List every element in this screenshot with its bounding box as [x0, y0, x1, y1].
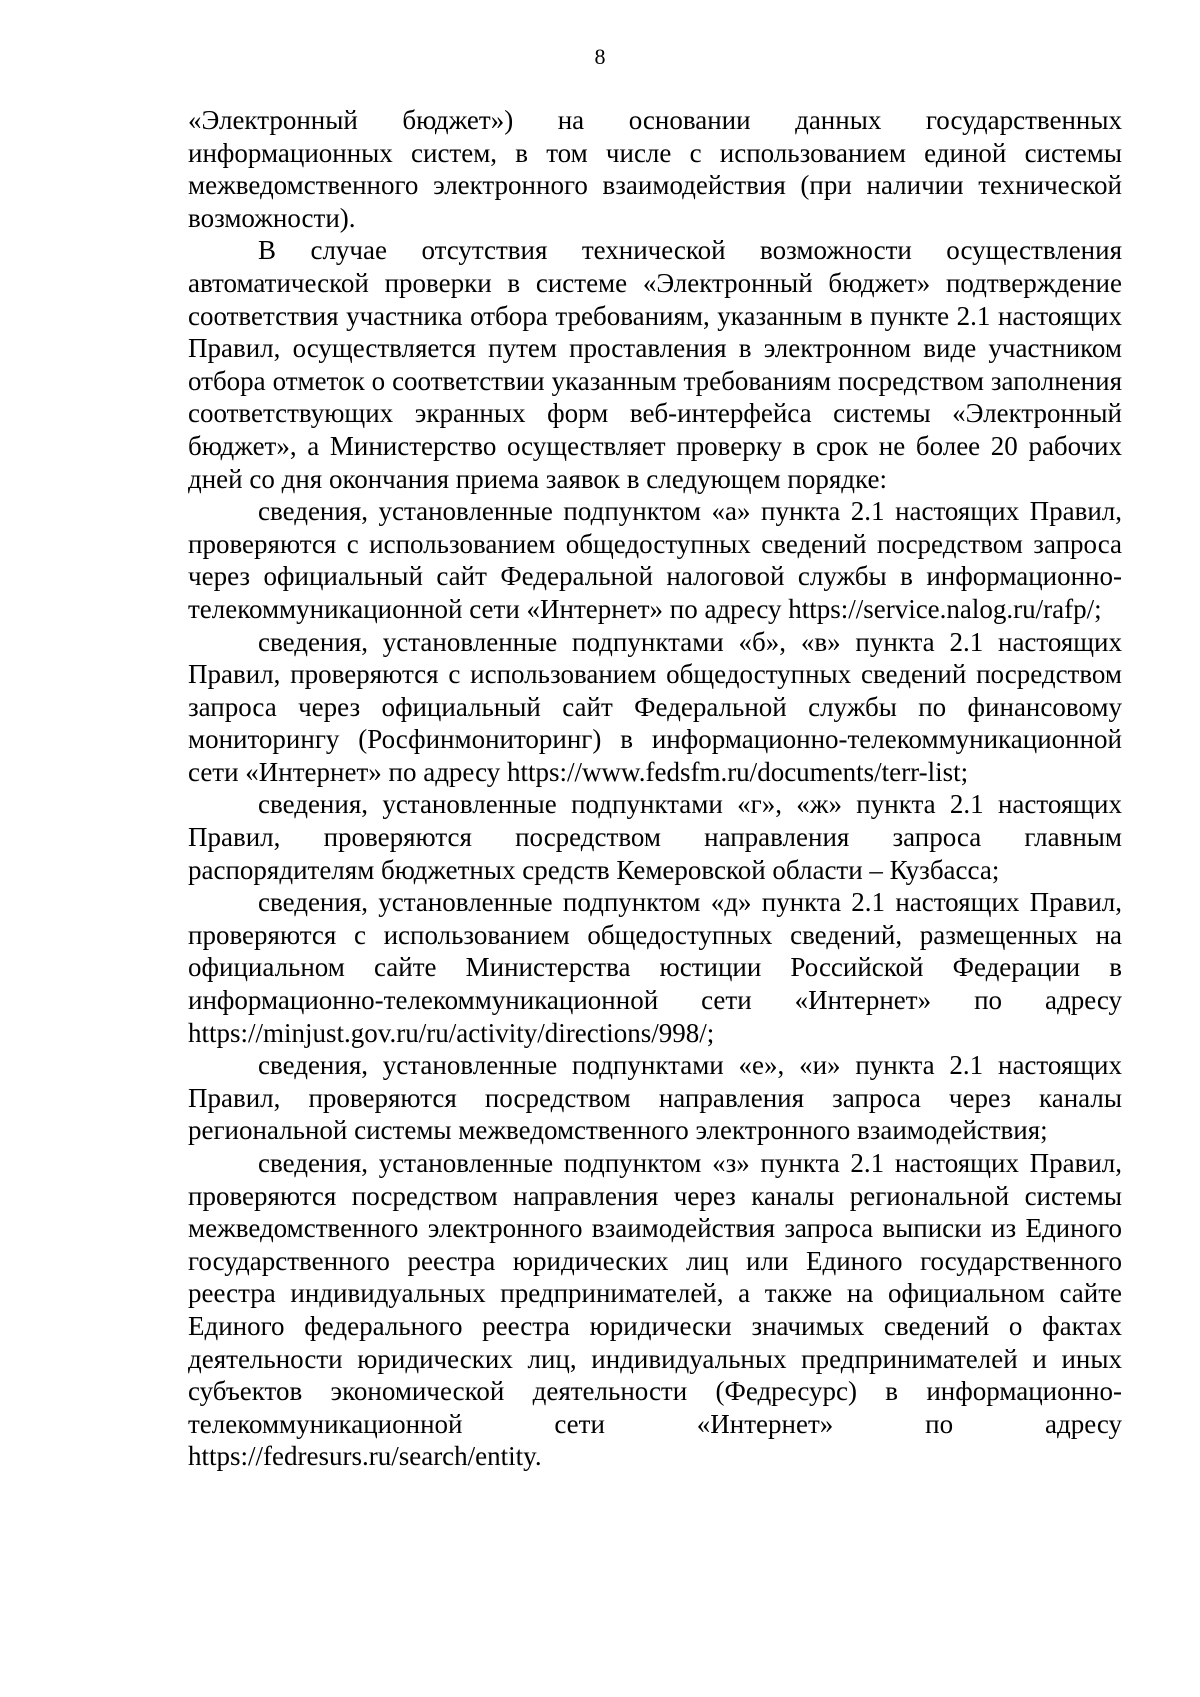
- paragraph-subitem-d: сведения, установленные подпунктом «д» пункта 2.1 настоящих Правил, проверяются с использованием общедоступных сведений, размещенных на официальном сайте Министерства юстиции Российской Федерации в информационно-телекоммуникационной сети «Интернет» по адресу https://minjust.gov.ru/ru/activity/directions/998/;: [188, 887, 1122, 1048]
- paragraph-subitem-a: сведения, установленные подпунктом «а» пункта 2.1 настоящих Правил, проверяются с использованием общедоступных сведений посредством запроса через официальный сайт Федеральной налоговой службы в информационно-телекоммуникационной сети «Интернет» по адресу https://service.nalog.ru/rafp/;: [188, 496, 1122, 624]
- paragraph-subitem-z: сведения, установленные подпунктом «з» пункта 2.1 настоящих Правил, проверяются посредством направления через каналы региональной системы межведомственного электронного взаимодействия запроса выписки из Единого государственного реестра юридических лиц или Единого государственного реестра индивидуальных предпринимателей, а также на официальном сайте Единого федерального реестра юридически значимых сведений о фактах деятельности юридических лиц, индивидуальных предпринимателей и иных субъектов экономической деятельности (Федресурс) в информационно-телекоммуникационной сети «Интернет» по адресу https://fedresurs.ru/search/entity.: [188, 1148, 1122, 1472]
- page-number: 8: [594, 44, 606, 69]
- paragraph-verification-procedure: В случае отсутствия технической возможности осуществления автоматической проверки в системе «Электронный бюджет» подтверждение соответствия участника отбора требованиям, указанным в пункте 2.1 настоящих Правил, осуществляется путем проставления в электронном виде участником отбора отметок о соответствии указанным требованиям посредством заполнения соответствующих экранных форм веб-интерфейса системы «Электронный бюджет», а Министерство осуществляет проверку в срок не более 20 рабочих дней со дня окончания приема заявок в следующем порядке:: [188, 235, 1122, 494]
- paragraph-subitems-e-i: сведения, установленные подпунктами «е», «и» пункта 2.1 настоящих Правил, проверяются посредством направления запроса через каналы региональной системы межведомственного электронного взаимодействия;: [188, 1050, 1122, 1146]
- paragraph-subitems-g-zh: сведения, установленные подпунктами «г», «ж» пункта 2.1 настоящих Правил, проверяются посредством направления запроса главным распорядителям бюджетных средств Кемеровской области – Кузбасса;: [188, 789, 1122, 885]
- document-body: [188, 104, 1122, 1473]
- paragraph-subitems-b-v: сведения, установленные подпунктами «б», «в» пункта 2.1 настоящих Правил, проверяются с использованием общедоступных сведений посредством запроса через официальный сайт Федеральной службы по финансовому мониторингу (Росфинмониторинг) в информационно-телекоммуникационной сети «Интернет» по адресу https://www.fedsfm.ru/documents/terr-list;: [188, 626, 1122, 787]
- paragraph-continuation: «Электронный бюджет») на основании данных государственных информационных систем, в том числе с использованием единой системы межведомственного электронного взаимодействия (при наличии технической возможности).: [188, 105, 1122, 233]
